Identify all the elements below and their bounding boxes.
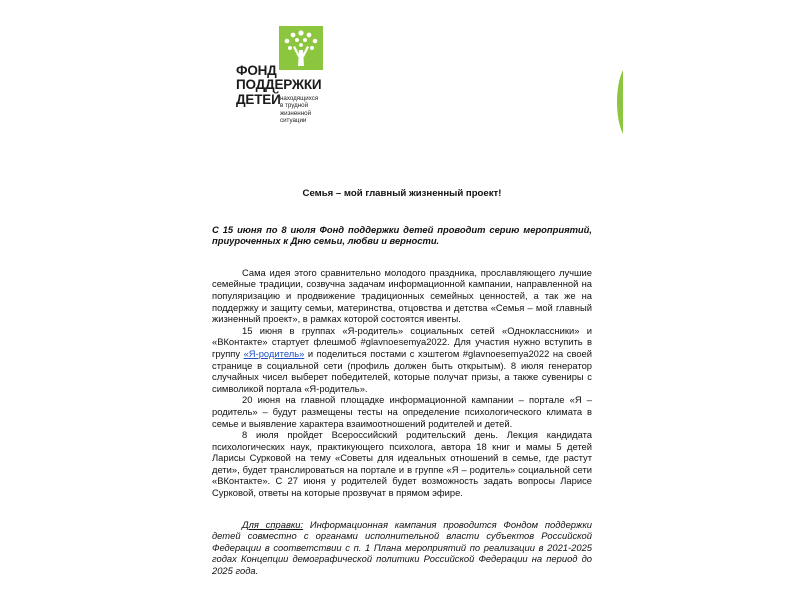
logo-line-1: ФОНД [236,63,277,78]
paragraph-2-start: 15 июня в группах «Я-родитель» социальных сетей «Одноклассники» и «ВКонтакте» стартует флешмоб #glavnoesemya2022. Для участия нужно вступить в группу [212,324,592,359]
logo-line-2: ПОДДЕРЖКИ [236,77,322,92]
reference-note-label: Для справки: [242,518,304,530]
document-title: Семья – мой главный жизненный проект! [302,188,502,199]
paragraph-2-end: и поделиться постами с хэштегом #glavnoesemya2022 на своей странице в социальной сети (профиль должен быть открытым). 8 июля генератор случайных чисел выберет победителей, которые получат призы, а также сувениры с символикой портала «Я-родитель». [212,347,592,394]
reference-note [212,519,592,577]
lead-paragraph: С 15 июня по 8 июля Фонд поддержки детей проводит серию мероприятий, приуроченных к Дню семьи, любви и верности. [212,223,592,247]
paragraph-2 [212,325,592,395]
paragraph-4: 8 июля пройдет Всероссийский родительский день. Лекция кандидата психологических наук, практикующего психолога, автора 18 книг и мамы 5 детей Ларисы Сурковой на тему «Советы для идеальных отношений в семье, где растут дети», будет транслироваться на портале и в группе «Я – родитель» социальной сети «ВКонтакте». С 27 июня у родителей будет возможность задать вопросы Ларисе Сурковой, ответы на которые прозвучат в прямом эфире. [212,429,592,499]
logo-line-3: ДЕТЕЙ [236,92,281,107]
document-body [212,188,592,577]
logo-sub-line: жизненной [280,109,312,117]
logo-subtitle [280,95,318,124]
paragraph-1: Сама идея этого сравнительно молодого праздника, прославляющего лучшие семейные традиции, созвучна задачам информационной кампании, направленной на популяризацию и продвижение традиционных семейных ценностей, а так же на поддержку и защиту семьи, материнства, отцовства и детства «Семья – мой главный жизненный проект», в рамках которой состоятся ивенты. [212,266,592,325]
logo-sub-line: в трудной [280,102,309,110]
leaf-decoration-icon [615,70,623,134]
logo-sub-line: ситуации [280,116,307,124]
logo-sub-line: находящихся [280,95,319,102]
reference-note-text: Информационная кампания проводится Фондом поддержки детей совместно с органами исполнительной власти субъектов Российской Федерации в соответствии с п. 1 Плана мероприятий по реализации в 2021-2025 годах Концепции демографической политики Российской Федерации на период до 2025 года. [212,518,592,577]
paragraph-3: 20 июня на главной площадке информационной кампании – портале «Я – родитель» – будут размещены тесты на определение психологического климата в семье и выявление характера взаимоотношений родителей и детей. [212,394,592,429]
tree-hand-icon [279,26,323,70]
ya-roditel-link[interactable]: «Я-родитель» [243,347,305,359]
